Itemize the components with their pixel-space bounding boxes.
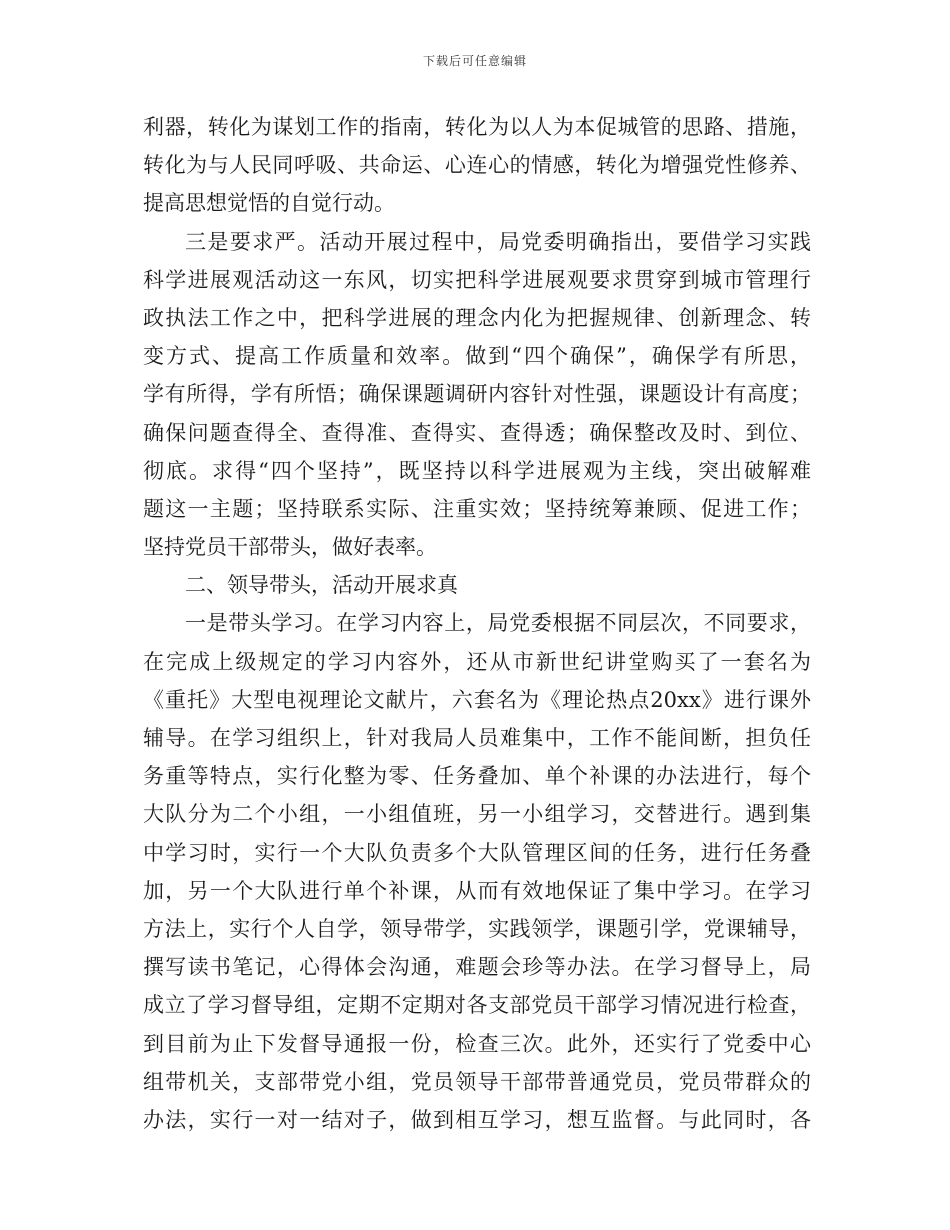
text-line: 成立了学习督导组，定期不定期对各支部党员干部学习情况进行检查， bbox=[143, 993, 811, 1018]
text-line: 务重等特点，实行化整为零、任务叠加、单个补课的办法进行，每个 bbox=[143, 764, 811, 789]
text-line: 变方式、提高工作质量和效率。做到“四个确保”，确保学有所思， bbox=[143, 344, 811, 369]
section-heading: 二、领导带头，活动开展求真 bbox=[185, 573, 458, 598]
text-line: 方法上，实行个人自学，领导带学，实践领学，课题引学，党课辅导， bbox=[143, 916, 811, 941]
paragraph-start-line: 三是要求严。活动开展过程中，局党委明确指出，要借学习实践 bbox=[185, 229, 811, 254]
text-line: 题这一主题；坚持联系实际、注重实效；坚持统筹兼顾、促进工作； bbox=[143, 496, 811, 521]
paragraph-start-line: 一是带头学习。在学习内容上，局党委根据不同层次，不同要求， bbox=[185, 611, 811, 636]
text-line: 利器，转化为谋划工作的指南，转化为以人为本促城管的思路、措施， bbox=[143, 115, 811, 139]
text-line: 在完成上级规定的学习内容外，还从市新世纪讲堂购买了一套名为 bbox=[143, 649, 811, 674]
text-line: 彻底。求得“四个坚持”，既坚持以科学进展观为主线，突出破解难 bbox=[143, 458, 811, 483]
text-line: 组带机关，支部带党小组，党员领导干部带普通党员，党员带群众的 bbox=[143, 1069, 811, 1094]
text-line: 学有所得，学有所悟；确保课题调研内容针对性强，课题设计有高度； bbox=[143, 382, 811, 407]
text-line: 大队分为二个小组，一小组值班，另一小组学习，交替进行。遇到集 bbox=[143, 802, 811, 827]
text-line: 办法，实行一对一结对子，做到相互学习，想互监督。与此同时，各 bbox=[143, 1107, 811, 1132]
text-line: 《重托》大型电视理论文献片，六套名为《理论热点20xx》进行课外 bbox=[143, 687, 811, 712]
text-line: 坚持党员干部带头，做好表率。 bbox=[143, 535, 437, 560]
document-body bbox=[143, 108, 811, 1139]
text-line: 转化为与人民同呼吸、共命运、心连心的情感，转化为增强党性修养、 bbox=[143, 153, 811, 178]
text-line: 到目前为止下发督导通报一份，检查三次。此外，还实行了党委中心 bbox=[143, 1031, 811, 1056]
text-line: 中学习时，实行一个大队负责多个大队管理区间的任务，进行任务叠 bbox=[143, 840, 811, 865]
page-header: 下载后可任意编辑 bbox=[422, 54, 527, 68]
text-line: 撰写读书笔记，心得体会沟通，难题会珍等办法。在学习督导上，局 bbox=[143, 955, 811, 980]
text-line: 确保问题查得全、查得准、查得实、查得透；确保整改及时、到位、 bbox=[143, 420, 811, 445]
text-line: 科学进展观活动这一东风，切实把科学进展观要求贯穿到城市管理行 bbox=[143, 267, 811, 292]
text-line: 提高思想觉悟的自觉行动。 bbox=[143, 191, 395, 216]
text-line: 加，另一个大队进行单个补课，从而有效地保证了集中学习。在学习 bbox=[143, 878, 811, 903]
text-line: 辅导。在学习组织上，针对我局人员难集中，工作不能间断，担负任 bbox=[143, 726, 811, 750]
text-line: 政执法工作之中，把科学进展的理念内化为把握规律、创新理念、转 bbox=[143, 305, 811, 330]
